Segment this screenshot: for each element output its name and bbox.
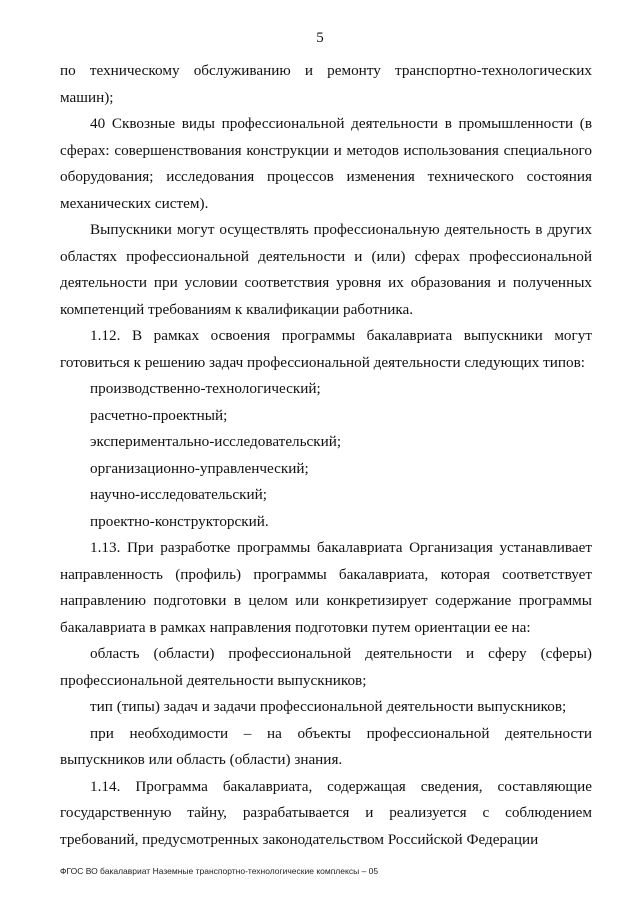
document-body	[60, 58, 592, 853]
paragraph-1-14: 1.14. Программа бакалавриата, содержащая сведения, составляющие государственную тайну, разрабатывается и реализуется с соблюдением требований, предусмотренных законодательством Российской Федерации	[60, 777, 592, 848]
list-item-type: научно-исследовательский;	[90, 486, 267, 503]
list-item-type: расчетно-проектный;	[90, 406, 228, 424]
paragraph-area-of-activity: область (области) профессиональной деятельности и сферу (сферы) профессиональной деятельности выпускников;	[60, 645, 592, 689]
paragraph-task-types: тип (типы) задач и задачи профессиональной деятельности выпускников;	[90, 698, 567, 715]
list-item-type: проектно-конструкторский.	[90, 512, 269, 530]
paragraph-cross-cutting-activities: 40 Сквозные виды профессиональной деятельности в промышленности (в сферах: совершенствования конструкции и методов использования специального оборудования; исследования процессов изменения технического состояния механических систем).	[60, 115, 592, 212]
paragraph-graduates-other-areas: Выпускники могут осуществлять профессиональную деятельность в других областях профессиональной деятельности и (или) сферах профессиональной деятельности при условии соответствия уровня их образования и полученных компетенций требованиям к квалификации работника.	[60, 221, 592, 318]
page-footer: ФГОС ВО бакалавриат Наземные транспортно-технологические комплексы – 05	[60, 866, 379, 876]
paragraph-objects: при необходимости – на объекты профессиональной деятельности выпускников или область (области) знания.	[60, 724, 592, 768]
paragraph-1-13: 1.13. При разработке программы бакалавриата Организация устанавливает направленность (профиль) программы бакалавриата, которая соответствует направлению подготовки в целом или конкретизирует содержание программы бакалавриата в рамках направления подготовки путем ориентации ее на:	[60, 539, 592, 636]
paragraph-1-12: 1.12. В рамках освоения программы бакалавриата выпускники могут готовиться к решению задач профессиональной деятельности следующих типов:	[60, 327, 592, 371]
list-item-type: производственно-технологический;	[90, 380, 321, 397]
page-number: 5	[316, 30, 324, 46]
list-item-type: экспериментально-исследовательский;	[90, 433, 342, 450]
paragraph-continuation: по техническому обслуживанию и ремонту транспортно-технологических машин);	[60, 62, 592, 106]
list-item-type: организационно-управленческий;	[90, 459, 309, 477]
